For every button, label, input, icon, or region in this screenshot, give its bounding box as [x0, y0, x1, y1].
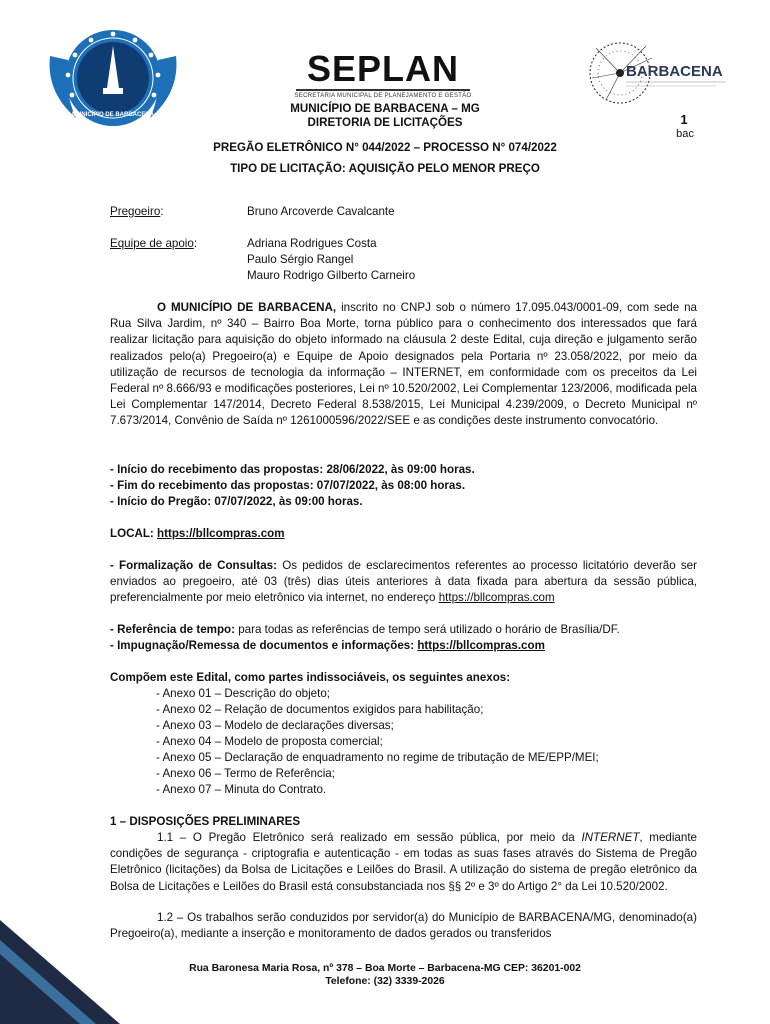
- section1-p1-a: 1.1 – O Pregão Eletrônico será realizado em sessão pública, por meio da: [157, 831, 582, 844]
- anexo-item: - Anexo 03 – Modelo de declarações diversas;: [156, 719, 394, 732]
- anexo-item: - Anexo 04 – Modelo de proposta comercial;: [156, 735, 383, 748]
- consultas-paragraph: [110, 558, 697, 607]
- pregoeiro-label: Pregoeiro: [110, 205, 161, 218]
- consultas-body: Os pedidos de esclarecimentos referentes ao processo licitatório deverão ser enviados ao pregoeiro, até 03 (três) dias úteis anteriores à data fixada para abertura da sessão pública, preferencialmente por meio eletrônico via internet, no endereço: [110, 559, 697, 605]
- page-number: 1: [680, 112, 688, 127]
- section1-heading: 1 – DISPOSIÇÕES PRELIMINARES: [110, 815, 301, 828]
- apoio-row: [110, 236, 197, 252]
- section1-paragraph-1: [110, 830, 697, 895]
- impugnacao-row: [110, 638, 545, 654]
- date-line: - Fim do recebimento das propostas: 07/07/2022, às 08:00 horas.: [110, 479, 466, 492]
- anexo-item: - Anexo 02 – Relação de documentos exigidos para habilitação;: [156, 703, 484, 716]
- impugnacao-link[interactable]: https://bllcompras.com: [417, 639, 545, 652]
- anexos-heading: Compõem este Edital, como partes indissociáveis, os seguintes anexos:: [110, 671, 511, 684]
- footer-phone: Telefone: (32) 3339-2026: [325, 976, 445, 987]
- seplan-logo: [288, 50, 478, 106]
- section1-p1-italic: INTERNET: [581, 831, 640, 844]
- seal-text: MUNICÍPIO DE BARBACENA: [71, 112, 155, 118]
- intro-paragraph: [110, 300, 697, 430]
- header-licitation-type: TIPO DE LICITAÇÃO: AQUISIÇÃO PELO MENOR PREÇO: [230, 162, 540, 175]
- anexo-item: - Anexo 01 – Descrição do objeto;: [156, 687, 331, 700]
- anexo-item: - Anexo 06 – Termo de Referência;: [156, 767, 335, 780]
- header-directorate: DIRETORIA DE LICITAÇÕES: [307, 116, 463, 129]
- anexo-item: - Anexo 05 – Declaração de enquadramento no regime de tributação de ME/EPP/MEI;: [156, 751, 599, 764]
- apoio-member: Adriana Rodrigues Costa: [247, 237, 377, 250]
- referencia-tempo: [110, 622, 620, 638]
- section1-p1-b: , mediante condições de segurança - criptografia e autenticação - em todas as suas fases através do Sistema de Pregão Eletrônico (licitações) da Bolsa de Licitações e Leilões do Brasil. A utilização do sistema de pregão eletrônico da Bolsa de Licitações e Leilões do Brasil está consubstanciada nos §§ 2º e 3º do Artigo 2° da Lei 10.520/2002.: [110, 831, 697, 893]
- consultas-label: - Formalização de Consultas:: [110, 559, 277, 572]
- consultas-link[interactable]: https://bllcompras.com: [438, 591, 555, 605]
- referencia-body: para todas as referências de tempo será utilizado o horário de Brasília/DF.: [234, 623, 620, 636]
- section1-paragraph-2: 1.2 – Os trabalhos serão conduzidos por servidor(a) do Município de BARBACENA/MG, denominado(a) Pregoeiro(a), mediante a inserção e monitoramento de dados gerados ou transferidos: [110, 911, 697, 941]
- anexo-item: - Anexo 07 – Minuta do Contrato.: [156, 783, 327, 796]
- seplan-title: SEPLAN: [306, 48, 460, 89]
- local-label: LOCAL:: [110, 527, 158, 540]
- footer-address: Rua Baronesa Maria Rosa, nº 378 – Boa Morte – Barbacena-MG CEP: 36201-002: [189, 963, 581, 974]
- intro-lead: O MUNICÍPIO DE BARBACENA,: [157, 301, 337, 314]
- pregoeiro-row: [110, 204, 164, 220]
- header-municipality: MUNICÍPIO DE BARBACENA – MG: [290, 102, 480, 115]
- pregoeiro-name: Bruno Arcoverde Cavalcante: [247, 205, 395, 218]
- apoio-member: Mauro Rodrigo Gilberto Carneiro: [247, 269, 416, 282]
- impugnacao-label: - Impugnação/Remessa de documentos e informações:: [110, 639, 418, 652]
- date-line: - Início do Pregão: 07/07/2022, às 09:00 horas.: [110, 495, 363, 508]
- intro-body: inscrito no CNPJ sob o número 17.095.043/0001-09, com sede na Rua Silva Jardim, nº 340 – Bairro Boa Morte, torna público para o conhecimento dos interessados que fará realizar licitação para aquisição do objeto informado na cláusula 2 deste Edital, cuja direção e julgamento serão realizados pelo(a) Pregoeiro(a) e Equipe de Apoio designados pela Portaria nº 23.058/2022, por meio da utilização de recursos de tecnologia da informação – INTERNET, em conformidade com os preceitos da Lei Federal nº 8.666/93 e modificações posteriores, Lei nº 10.520/2002, Lei Complementar 123/2006, modificada pela Lei Complementar 147/2014, Decreto Federal 8.538/2015, Lei Municipal 4.239/2009, o Decreto Municipal nº 7.673/2014, Convênio de Saída nº 1261000596/2022/SEE e as condições deste instrumento convocatório.: [110, 301, 697, 428]
- seplan-rule: [296, 89, 470, 91]
- barbacena-city-logo: [586, 38, 732, 108]
- seplan-subtitle: SECRETARIA MUNICIPAL DE PLANEJAMENTO E GESTÃO: [294, 93, 472, 99]
- apoio-member: Paulo Sérgio Rangel: [247, 253, 354, 266]
- referencia-label: - Referência de tempo:: [110, 623, 235, 636]
- date-line: - Início do recebimento das propostas: 28/06/2022, às 09:00 horas.: [110, 463, 475, 476]
- local-row: [110, 526, 285, 542]
- apoio-colon: :: [193, 237, 198, 250]
- header-process: PREGÃO ELETRÔNICO N° 044/2022 – PROCESSO N° 074/2022: [213, 141, 557, 154]
- decorative-corner-graphic: [0, 880, 120, 1024]
- apoio-label: Equipe de apoio: [110, 237, 194, 250]
- local-link[interactable]: https://bllcompras.com: [157, 527, 285, 540]
- pregoeiro-colon: :: [160, 205, 164, 218]
- page-tag: bac: [676, 128, 694, 140]
- barbacena-logo-text: BARBACENA: [626, 63, 723, 80]
